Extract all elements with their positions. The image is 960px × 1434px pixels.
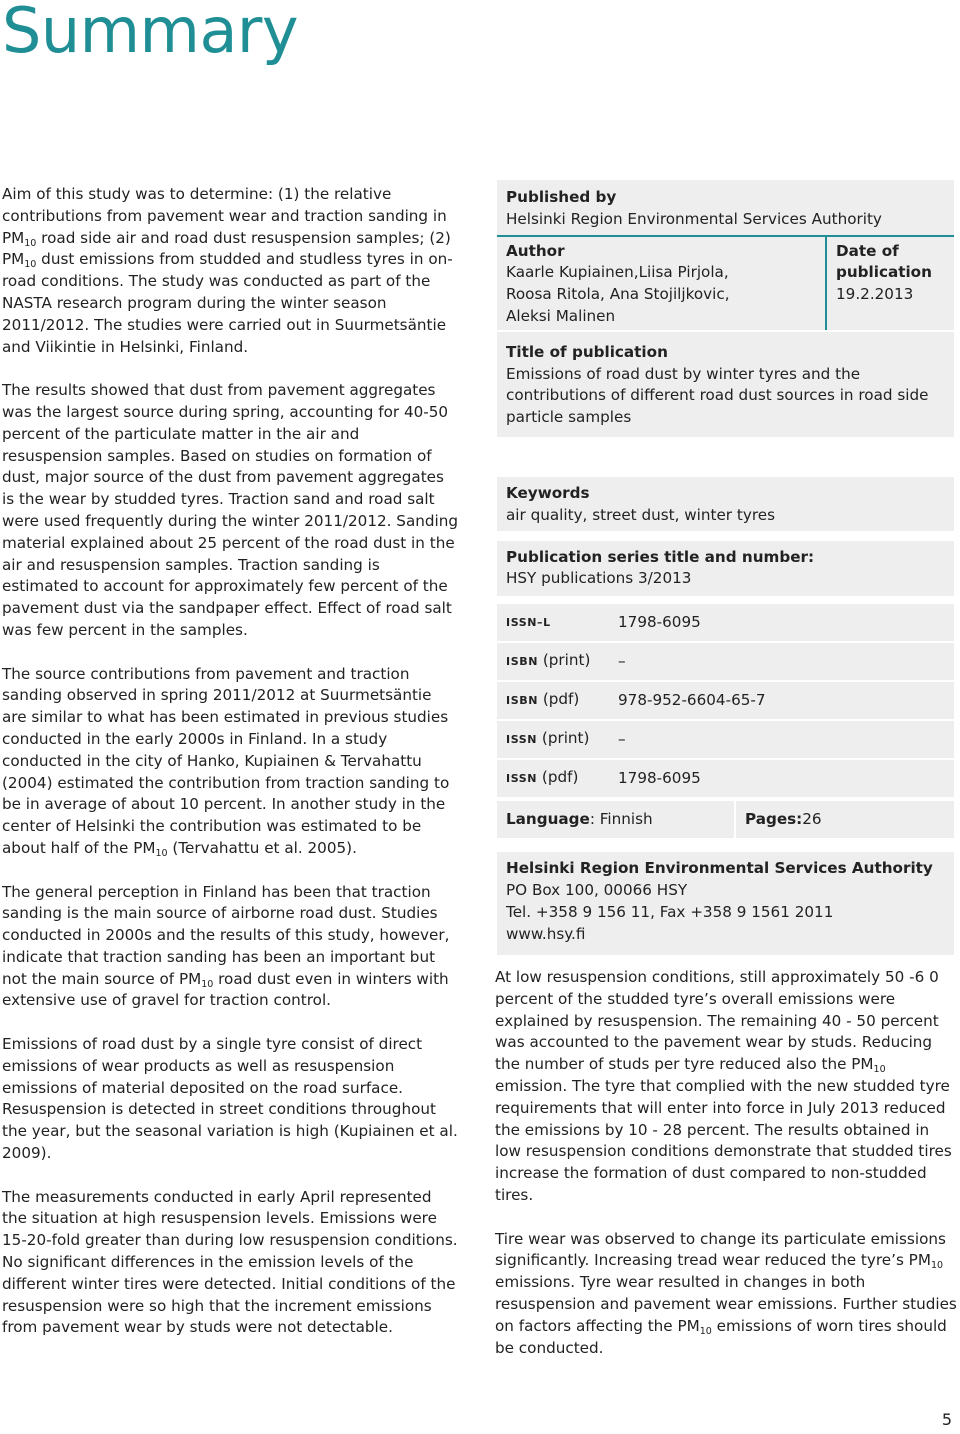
code-name: ISBN: [506, 694, 539, 708]
paragraph-emissions: Emissions of road dust by a single tyre consist of direct emissions of wear products as well as resuspension emissions of material deposited on the road surface. Resuspension is detected in street conditions throughout the year, but the seasonal variation is high (Kupiainen et al. 2009).: [2, 1035, 458, 1163]
date-block: [825, 237, 954, 330]
code-name: ISBN: [506, 655, 539, 669]
language-cell: [497, 801, 736, 838]
date-label: publication: [836, 263, 932, 282]
author-block: [497, 237, 825, 330]
date-label: Date of: [836, 241, 899, 260]
author-line: Roosa Ritola, Ana Stojiljkovic,: [506, 285, 730, 304]
keywords-block: [497, 477, 954, 531]
code-row-issn-l: [497, 604, 954, 643]
organization-website: www.hsy.fi: [506, 924, 586, 943]
organization-address: PO Box 100, 00066 HSY: [506, 880, 688, 899]
code-row-isbn-print: ISBN (print) –: [497, 643, 954, 682]
series-label: Publication series title and number:: [506, 547, 815, 566]
language-value: : Finnish: [589, 809, 653, 828]
published-by-block: [497, 180, 954, 235]
pages-value: 26: [802, 809, 822, 828]
right-column-text: [495, 967, 957, 1381]
pages-cell: [736, 801, 954, 838]
title-label: Title of publication: [506, 342, 668, 361]
organization-block: [497, 852, 954, 955]
author-line: Kaarle Kupiainen,Liisa Pirjola,: [506, 263, 729, 282]
page-number: 5: [941, 1410, 952, 1429]
code-value: 978-952-6604-65-7: [618, 690, 766, 709]
left-column: [2, 184, 460, 1361]
code-value: 1798-6095: [618, 612, 701, 631]
code-row-issn-pdf: ISSN (pdf) 1798-6095: [497, 760, 954, 799]
paragraph-source-contributions: The source contributions from pavement and traction sanding observed in spring 2011/2012 at Suurmetsäntie are similar to what has been estimated in previous studies conducted in the early 2000s in Finland. In a study conducted in the city of Hanko, Kupiainen & Tervahattu (2004) estimated the contribution from traction sanding to be in average of about 10 percent. In another study in the center of Helsinki the contribution was estimated to be about half of the $PM_{10}$ (Tervahattu et al. 2005).: [2, 664, 450, 859]
code-name: ISSN: [506, 772, 538, 786]
author-label: Author: [506, 241, 565, 260]
title-block: [497, 332, 954, 437]
date-value: 19.2.2013: [836, 285, 914, 304]
code-value: 1798-6095: [618, 768, 701, 787]
keywords-label: Keywords: [506, 483, 590, 502]
code-value: –: [618, 651, 626, 670]
publication-info-box: [497, 180, 954, 955]
code-row-isbn-pdf: ISBN (pdf) 978-952-6604-65-7: [497, 682, 954, 721]
published-by-value: Helsinki Region Environmental Services Authority: [506, 209, 882, 228]
language-label: Language: [506, 809, 590, 828]
pages-label: Pages:: [745, 809, 803, 828]
keywords-value: air quality, street dust, winter tyres: [506, 505, 775, 524]
code-name: ISSN–L: [506, 616, 551, 630]
paragraph-general-perception: The general perception in Finland has been that traction sanding is the main source of airborne road dust. Studies conducted in 2000s and the results of this study, however, indicate that traction sanding has been an important but not the main source of $PM_{10}$ road dust even in winters with extensive use of gravel for traction control.: [2, 882, 450, 1010]
paragraph-measurements: The measurements conducted in early April represented the situation at high resuspension levels. Emissions were 15-20-fold greater than during low resuspension conditions. No significant differences in the emission levels of the different winter tires were detected. Initial conditions of the resuspension were so high that the increment emissions from pavement wear by studs were not detectable.: [2, 1187, 458, 1337]
paragraph-low-resuspension: At low resuspension conditions, still approximately 50 -6 0 percent of the studded tyre’s overall emissions were explained by resuspension. The remaining 40 - 50 percent was accounted to the pavement wear by studs. Reducing the number of studs per tyre reduced also the $PM_{10}$ emission. The tyre that complied with the new studded tyre requirements that will enter into force in July 2013 reduced the emissions by 10 - 28 percent. The results obtained in low resuspension conditions demonstrate that studded tires increase the formation of dust compared to non-studded tires.: [495, 968, 952, 1204]
title-value: Emissions of road dust by winter tyres and the contributions of different road dust sources in road side particle samples: [506, 364, 929, 427]
paragraph-results: The results showed that dust from pavement aggregates was the largest source during spring, accounting for 40-50 percent of the particulate matter in the air and resuspension samples. Based on studies on formation of dust, major source of the dust from pavement aggregates is the wear by studded tyres. Traction sand and road salt were used frequently during the winter 2011/2012. Sanding material explained about 25 percent of the road dust in the air and resuspension samples. Traction sanding is estimated to account for approximately few percent of the pavement dust via the sandpaper effect. Effect of road salt was few percent in the samples.: [2, 381, 459, 639]
series-block: [497, 541, 954, 597]
author-line: Aleksi Malinen: [506, 306, 616, 325]
code-value: –: [618, 729, 626, 748]
published-by-label: Published by: [506, 188, 617, 206]
series-value: HSY publications 3/2013: [506, 569, 692, 588]
paragraph-tire-wear: Tire wear was observed to change its particulate emissions significantly. Increasing tread wear reduced the tyre’s $PM_{10}$ emissions. Tyre wear resulted in changes in both resuspension and pavement wear emissions. Further studies on factors affecting the $PM_{10}$ emissions of worn tires should be conducted.: [495, 1229, 957, 1357]
page-title: Summary: [2, 0, 299, 67]
author-date-row: [497, 235, 954, 330]
code-name: ISSN: [506, 733, 538, 747]
organization-phone: Tel. +358 9 156 11, Fax +358 9 1561 2011: [506, 902, 834, 921]
paragraph-aim: Aim of this study was to determine: (1) the relative contributions from pavement wear and traction sanding in $PM_{10}$ road side air and road dust resuspension samples; (2) $PM_{10}$ dust emissions from studded and studless tyres in on-road conditions. The study was conducted as part of the NASTA research program during the winter season 2011/2012. The studies were carried out in Suurmetsäntie and Viikintie in Helsinki, Finland.: [2, 185, 453, 356]
organization-name: Helsinki Region Environmental Services Authority: [506, 859, 933, 878]
code-row-issn-print: ISSN (print) –: [497, 721, 954, 760]
language-pages-row: [497, 801, 954, 838]
